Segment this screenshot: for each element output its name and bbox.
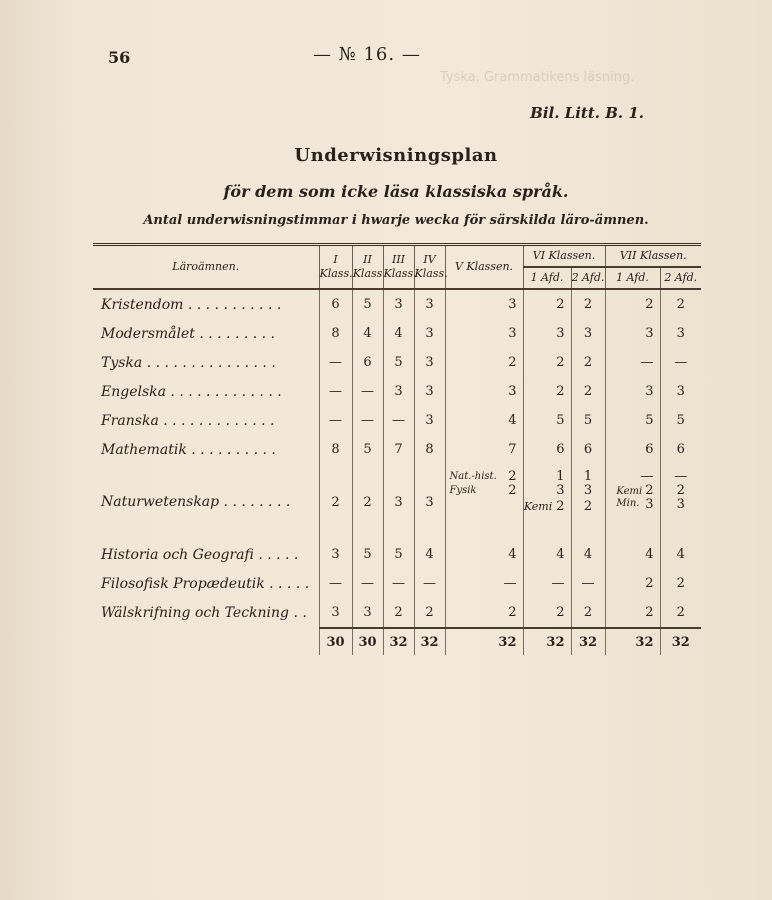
hours-cell: 2 <box>445 598 523 628</box>
bleed-through-text: Tyska. Grammatikens läsning. <box>440 70 635 85</box>
table-row <box>93 406 701 435</box>
hours-cell: 3 <box>445 289 523 319</box>
hours-cell: 2 <box>352 464 383 540</box>
table-row <box>93 569 701 598</box>
hours-cell: 5 <box>352 540 383 569</box>
hours-cell: 4 <box>523 540 571 569</box>
subject-cell: Wälskrifning och Teckning . . <box>101 605 307 621</box>
hours-value: 2 <box>676 483 685 498</box>
totals-label-empty <box>93 628 319 655</box>
hours-cell-vi-1 <box>523 464 571 540</box>
hours-value: — <box>640 469 654 484</box>
hours-value: 3 <box>583 483 593 498</box>
hours-cell: 3 <box>571 319 605 348</box>
hours-cell: 4 <box>352 319 383 348</box>
hours-cell: 2 <box>523 348 571 377</box>
label-kemi: Kemi <box>523 500 553 513</box>
hours-cell-vii-1 <box>605 464 660 540</box>
hours-cell: 2 <box>571 377 605 406</box>
hours-cell: 6 <box>523 435 571 464</box>
hours-value: 2 <box>583 499 593 514</box>
header-subject: Läroämnen. <box>93 245 319 290</box>
hours-cell: 3 <box>605 377 660 406</box>
subject-cell: Mathematik . . . . . . . . . . <box>101 441 276 458</box>
hours-cell: 3 <box>660 319 701 348</box>
hours-cell: — <box>605 348 660 377</box>
hours-cell: 6 <box>571 435 605 464</box>
hours-cell: — <box>319 348 352 377</box>
header-class-4: IV Klass. <box>414 245 445 290</box>
hours-cell: — <box>352 406 383 435</box>
hours-cell: 5 <box>523 406 571 435</box>
header-class-6-div-2: 2 Afd. <box>571 267 605 289</box>
hours-value: 1 <box>583 469 593 484</box>
hours-cell: 8 <box>319 319 352 348</box>
hours-cell: 7 <box>445 435 523 464</box>
hours-cell: 5 <box>352 289 383 319</box>
label-kemi-vii: Kemi <box>616 486 643 497</box>
hours-cell: 2 <box>660 598 701 628</box>
hours-cell: 2 <box>523 289 571 319</box>
label-fysik: Fysik <box>449 485 477 496</box>
hours-cell: 6 <box>352 348 383 377</box>
hours-cell: 4 <box>605 540 660 569</box>
hours-cell: 3 <box>383 464 414 540</box>
table-row-natural-science <box>93 464 701 540</box>
subject-cell: Tyska . . . . . . . . . . . . . . . <box>101 354 276 371</box>
table-row <box>93 289 701 319</box>
hours-cell: 3 <box>319 598 352 628</box>
hours-cell: 3 <box>383 289 414 319</box>
header-class-7-div-1: 1 Afd. <box>605 267 660 289</box>
journal-number: — № 16. — <box>313 44 421 65</box>
hours-value: 2 <box>645 483 654 498</box>
page-number: 56 <box>108 48 131 67</box>
hours-cell: 3 <box>414 319 445 348</box>
header-class-2: II Klass <box>352 245 383 290</box>
hours-cell: 2 <box>445 348 523 377</box>
subject-cell: Kristendom . . . . . . . . . . . <box>101 296 282 313</box>
table-row <box>93 377 701 406</box>
hours-cell: 6 <box>605 435 660 464</box>
hours-cell: 2 <box>319 464 352 540</box>
total-cell: 30 <box>319 628 352 655</box>
hours-cell: 6 <box>319 289 352 319</box>
hours-cell: — <box>383 569 414 598</box>
subject-cell: Filosofisk Propædeutik . . . . . <box>101 575 310 592</box>
hours-cell: 4 <box>660 540 701 569</box>
header-class-1: I Klass. <box>319 245 352 290</box>
hours-cell: 3 <box>414 348 445 377</box>
hours-cell: 3 <box>414 377 445 406</box>
schedule-table <box>93 243 701 655</box>
subject-cell: Naturwetenskap . . . . . . . . <box>101 494 291 510</box>
hours-cell: — <box>571 569 605 598</box>
table-row <box>93 540 701 569</box>
hours-cell: 8 <box>414 435 445 464</box>
hours-cell: 5 <box>352 435 383 464</box>
header-class-3: III Klass. <box>383 245 414 290</box>
hours-cell: — <box>660 348 701 377</box>
hours-cell: 5 <box>383 540 414 569</box>
total-cell: 32 <box>605 628 660 655</box>
total-cell: 32 <box>414 628 445 655</box>
hours-cell: — <box>523 569 571 598</box>
hours-cell: 2 <box>523 598 571 628</box>
hours-value: 1 <box>556 469 565 484</box>
total-cell: 32 <box>383 628 414 655</box>
hours-cell: 2 <box>571 598 605 628</box>
hours-cell: — <box>319 406 352 435</box>
hours-value: 3 <box>676 497 685 512</box>
hours-cell: — <box>445 569 523 598</box>
subject-cell: Modersmålet . . . . . . . . . <box>101 325 276 342</box>
table-caption: Antal underwisningstimmar i hwarje wecka för särskilda läro-ämnen. <box>143 213 649 228</box>
hours-cell: 3 <box>414 464 445 540</box>
hours-cell: 2 <box>571 289 605 319</box>
hours-cell: — <box>383 406 414 435</box>
label-min: Min. <box>616 498 640 509</box>
hours-cell: 2 <box>523 377 571 406</box>
hours-cell: 4 <box>445 540 523 569</box>
header-class-6: VI Klassen. <box>523 245 605 268</box>
hours-cell: 3 <box>445 377 523 406</box>
subject-cell: Franska . . . . . . . . . . . . . <box>101 412 275 429</box>
total-cell: 32 <box>571 628 605 655</box>
subject-cell: Engelska . . . . . . . . . . . . . <box>101 383 282 400</box>
hours-cell: 3 <box>352 598 383 628</box>
hours-value: 2 <box>508 469 517 484</box>
hours-cell: 2 <box>605 569 660 598</box>
table-row <box>93 348 701 377</box>
hours-cell: 3 <box>319 540 352 569</box>
hours-cell: 2 <box>571 348 605 377</box>
hours-cell: 4 <box>414 540 445 569</box>
hours-cell: 2 <box>414 598 445 628</box>
page-subtitle: för dem som icke läsa klassiska språk. <box>223 182 569 201</box>
hours-cell: 4 <box>571 540 605 569</box>
header-class-6-div-1: 1 Afd. <box>523 267 571 289</box>
hours-cell: 4 <box>445 406 523 435</box>
hours-value: — <box>674 469 688 484</box>
total-cell: 32 <box>445 628 523 655</box>
hours-cell: 4 <box>383 319 414 348</box>
hours-cell: — <box>352 569 383 598</box>
hours-cell: 3 <box>414 406 445 435</box>
page-title: Underwisningsplan <box>294 145 498 166</box>
hours-cell: 3 <box>414 289 445 319</box>
appendix-label: Bil. Litt. B. 1. <box>530 104 644 122</box>
hours-cell: 3 <box>445 319 523 348</box>
hours-cell: 5 <box>383 348 414 377</box>
hours-cell: 2 <box>660 569 701 598</box>
hours-cell: 3 <box>383 377 414 406</box>
hours-cell: 2 <box>660 289 701 319</box>
subject-cell: Historia och Geografi . . . . . <box>101 546 299 563</box>
hours-value: 3 <box>556 483 565 498</box>
hours-value: 3 <box>645 497 654 512</box>
hours-cell: 2 <box>605 598 660 628</box>
table-row <box>93 435 701 464</box>
hours-cell: 5 <box>571 406 605 435</box>
hours-cell-vi-2 <box>571 464 605 540</box>
hours-value: 2 <box>508 483 517 498</box>
hours-cell-v-split <box>445 464 523 540</box>
running-header <box>108 44 652 74</box>
hours-cell: 8 <box>319 435 352 464</box>
hours-cell: 3 <box>523 319 571 348</box>
hours-cell-vii-2 <box>660 464 701 540</box>
hours-cell: 5 <box>605 406 660 435</box>
hours-value: 2 <box>556 499 565 514</box>
hours-cell: — <box>319 377 352 406</box>
hours-cell: 3 <box>605 319 660 348</box>
header-class-5: V Klassen. <box>445 245 523 290</box>
hours-cell: — <box>352 377 383 406</box>
hours-cell: 7 <box>383 435 414 464</box>
total-cell: 30 <box>352 628 383 655</box>
label-nat-hist: Nat.-hist. <box>449 471 497 482</box>
hours-cell: 5 <box>660 406 701 435</box>
hours-cell: 6 <box>660 435 701 464</box>
table-row <box>93 598 701 628</box>
hours-cell: — <box>414 569 445 598</box>
header-class-7: VII Klassen. <box>605 245 701 268</box>
hours-cell: 2 <box>383 598 414 628</box>
total-cell: 32 <box>523 628 571 655</box>
totals-row <box>93 628 701 655</box>
hours-cell: 3 <box>660 377 701 406</box>
hours-cell: — <box>319 569 352 598</box>
total-cell: 32 <box>660 628 701 655</box>
hours-cell: 2 <box>605 289 660 319</box>
table-row <box>93 319 701 348</box>
header-class-7-div-2: 2 Afd. <box>660 267 701 289</box>
